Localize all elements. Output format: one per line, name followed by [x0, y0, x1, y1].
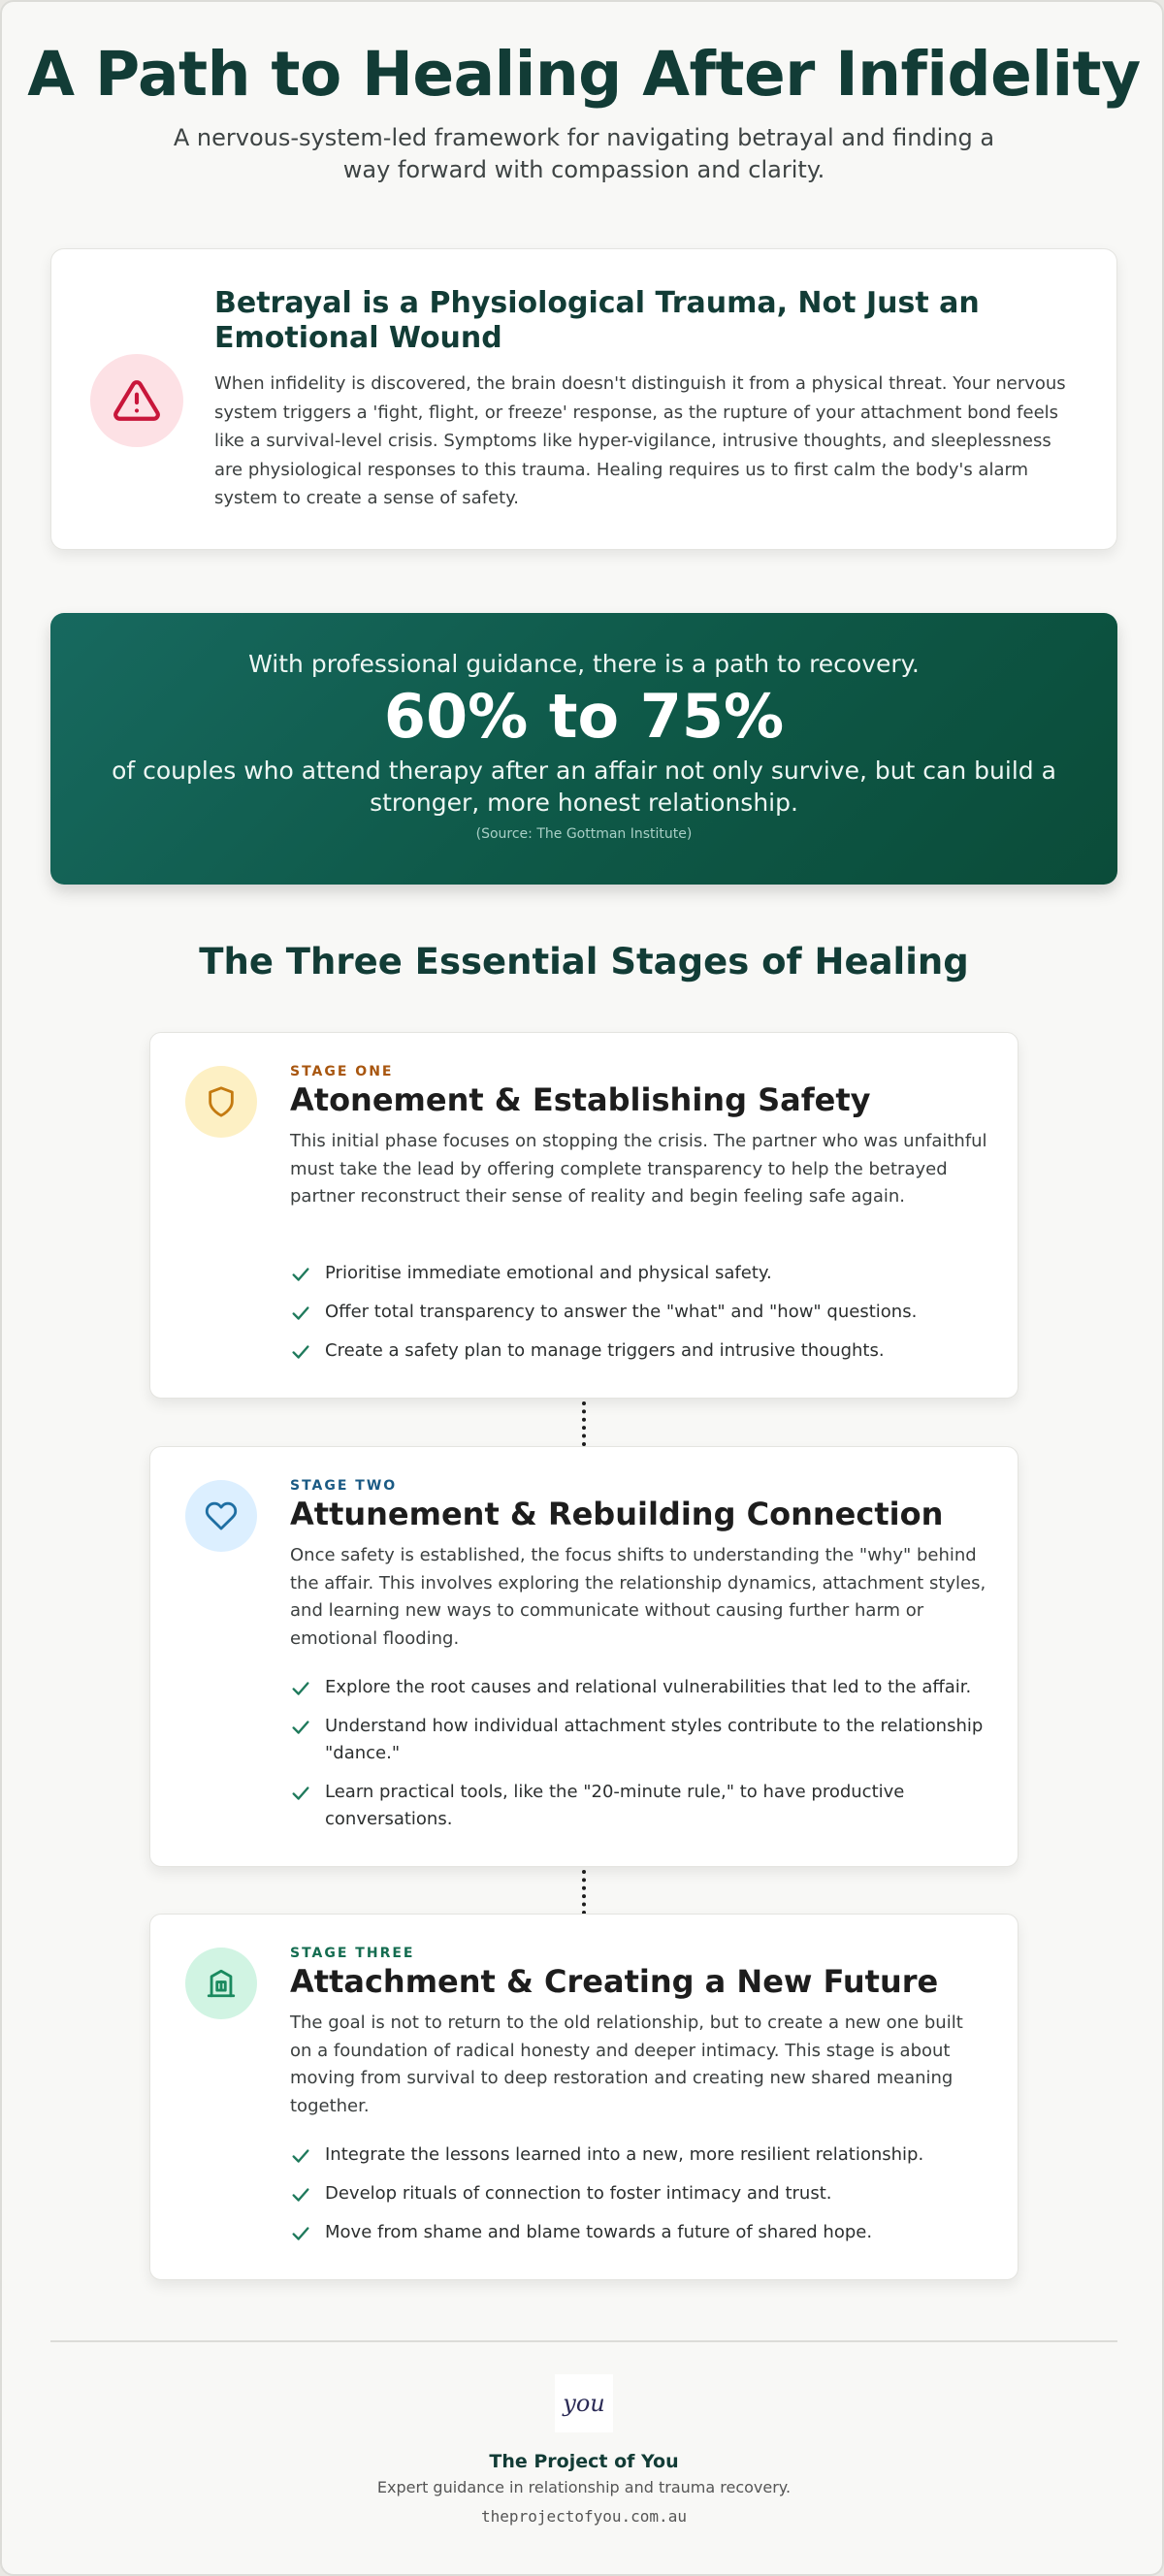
page-title: A Path to Healing After Infidelity [27, 39, 1141, 110]
point-text: Move from shame and blame towards a future of shared hope. [325, 2222, 873, 2242]
point-text: Integrate the lessons learned into a new, more resilient relationship. [325, 2144, 924, 2165]
trauma-intro-card [50, 248, 1117, 550]
list-item [290, 2219, 988, 2246]
stat-source: (Source: The Gottman Institute) [475, 826, 693, 842]
checkmark-icon [290, 1717, 311, 1738]
shield-icon [185, 1066, 257, 1138]
brand-logo [555, 2374, 613, 2432]
stat-description: of couples who attend therapy after an affair not only survive, but can build a stronger, more honest relationship. [112, 757, 1056, 817]
intro-text: When infidelity is discovered, the brain doesn't distinguish it from a physical threat. Your nervous system triggers a 'fight, flight, or freeze' response, as the rupture of your attachment bond feels like a survival-level crisis. Symptoms like hyper-vigilance, intrusive thoughts, and sleeplessness are physiological responses to this trauma. Healing requires us to first calm the body's alarm system to create a sense of safety. [214, 373, 1066, 508]
checkmark-icon [290, 2184, 311, 2206]
checkmark-icon [290, 2145, 311, 2167]
stage-description: This initial phase focuses on stopping the crisis. The partner who was unfaithful must take the lead by offering complete transparency to help the betrayed partner reconstruct their sense of reality and begin feeling safe again. [290, 1131, 987, 1207]
heart-icon [185, 1480, 257, 1552]
logo-text: you [563, 2390, 605, 2417]
stage-title: Attunement & Rebuilding Connection [290, 1496, 944, 1532]
brand-tagline: Expert guidance in relationship and trauma recovery. [376, 2478, 792, 2496]
home-icon [185, 1948, 257, 2019]
intro-heading: Betrayal is a Physiological Trauma, Not Just an Emotional Wound [214, 286, 980, 355]
point-text: Develop rituals of connection to foster intimacy and trust. [325, 2183, 832, 2204]
stage-connector [582, 1401, 586, 1446]
checkmark-icon [290, 2223, 311, 2244]
point-text: Learn practical tools, like the "20-minute rule," to have productive conversations. [325, 1782, 905, 1829]
point-text: Understand how individual attachment styles contribute to the relationship "dance." [325, 1716, 984, 1763]
list-item [290, 1779, 988, 1833]
list-item [290, 1260, 988, 1287]
stage-title: Attachment & Creating a New Future [290, 1963, 939, 2000]
point-text: Create a safety plan to manage triggers and intrusive thoughts. [325, 1340, 885, 1361]
recovery-stat-banner [50, 613, 1117, 885]
point-text: Offer total transparency to answer the "what" and "how" questions. [325, 1302, 918, 1322]
stage-two-card [149, 1446, 1018, 1867]
list-item [290, 1299, 988, 1326]
stage-title: Atonement & Establishing Safety [290, 1081, 871, 1118]
list-item [290, 2180, 988, 2207]
stage-points [290, 1260, 988, 1376]
list-item [290, 1674, 988, 1701]
list-item [290, 1713, 988, 1767]
checkmark-icon [290, 1303, 311, 1324]
point-text: Prioritise immediate emotional and physical safety. [325, 1263, 772, 1283]
brand-name: The Project of You [489, 2451, 679, 2472]
stages-section-title: The Three Essential Stages of Healing [199, 941, 969, 982]
list-item [290, 1337, 988, 1365]
checkmark-icon [290, 1783, 311, 1804]
list-item [290, 2141, 988, 2169]
stage-eyebrow: STAGE THREE [290, 1946, 415, 1961]
stage-points [290, 2141, 988, 2258]
stage-eyebrow: STAGE ONE [290, 1064, 394, 1079]
stat-value: 60% to 75% [383, 681, 785, 752]
stage-description: Once safety is established, the focus shifts to understanding the "why" behind the affair. This involves exploring the relationship dynamics, attachment styles, and learning new ways to communicate without causing further harm or emotional flooding. [290, 1545, 986, 1649]
point-text: Explore the root causes and relational vulnerabilities that led to the affair. [325, 1677, 972, 1697]
stage-eyebrow: STAGE TWO [290, 1478, 398, 1494]
stage-connector [582, 1870, 586, 1915]
stage-one-card [149, 1032, 1018, 1399]
website-link[interactable]: theprojectofyou.com.au [481, 2507, 687, 2526]
stage-description: The goal is not to return to the old relationship, but to create a new one built on a foundation of radical honesty and deeper intimacy. This stage is about moving from survival to deep restoration and creating new shared meaning together. [290, 2012, 963, 2116]
warning-triangle-icon [90, 354, 183, 447]
stage-three-card [149, 1914, 1018, 2280]
stage-points [290, 1674, 988, 1845]
stat-lead: With professional guidance, there is a path to recovery. [248, 650, 920, 678]
checkmark-icon [290, 1264, 311, 1285]
checkmark-icon [290, 1678, 311, 1699]
page-subtitle: A nervous-system-led framework for navigating betrayal and finding a way forward with compassion and clarity. [173, 124, 995, 183]
footer-divider [50, 2340, 1117, 2342]
checkmark-icon [290, 1341, 311, 1363]
